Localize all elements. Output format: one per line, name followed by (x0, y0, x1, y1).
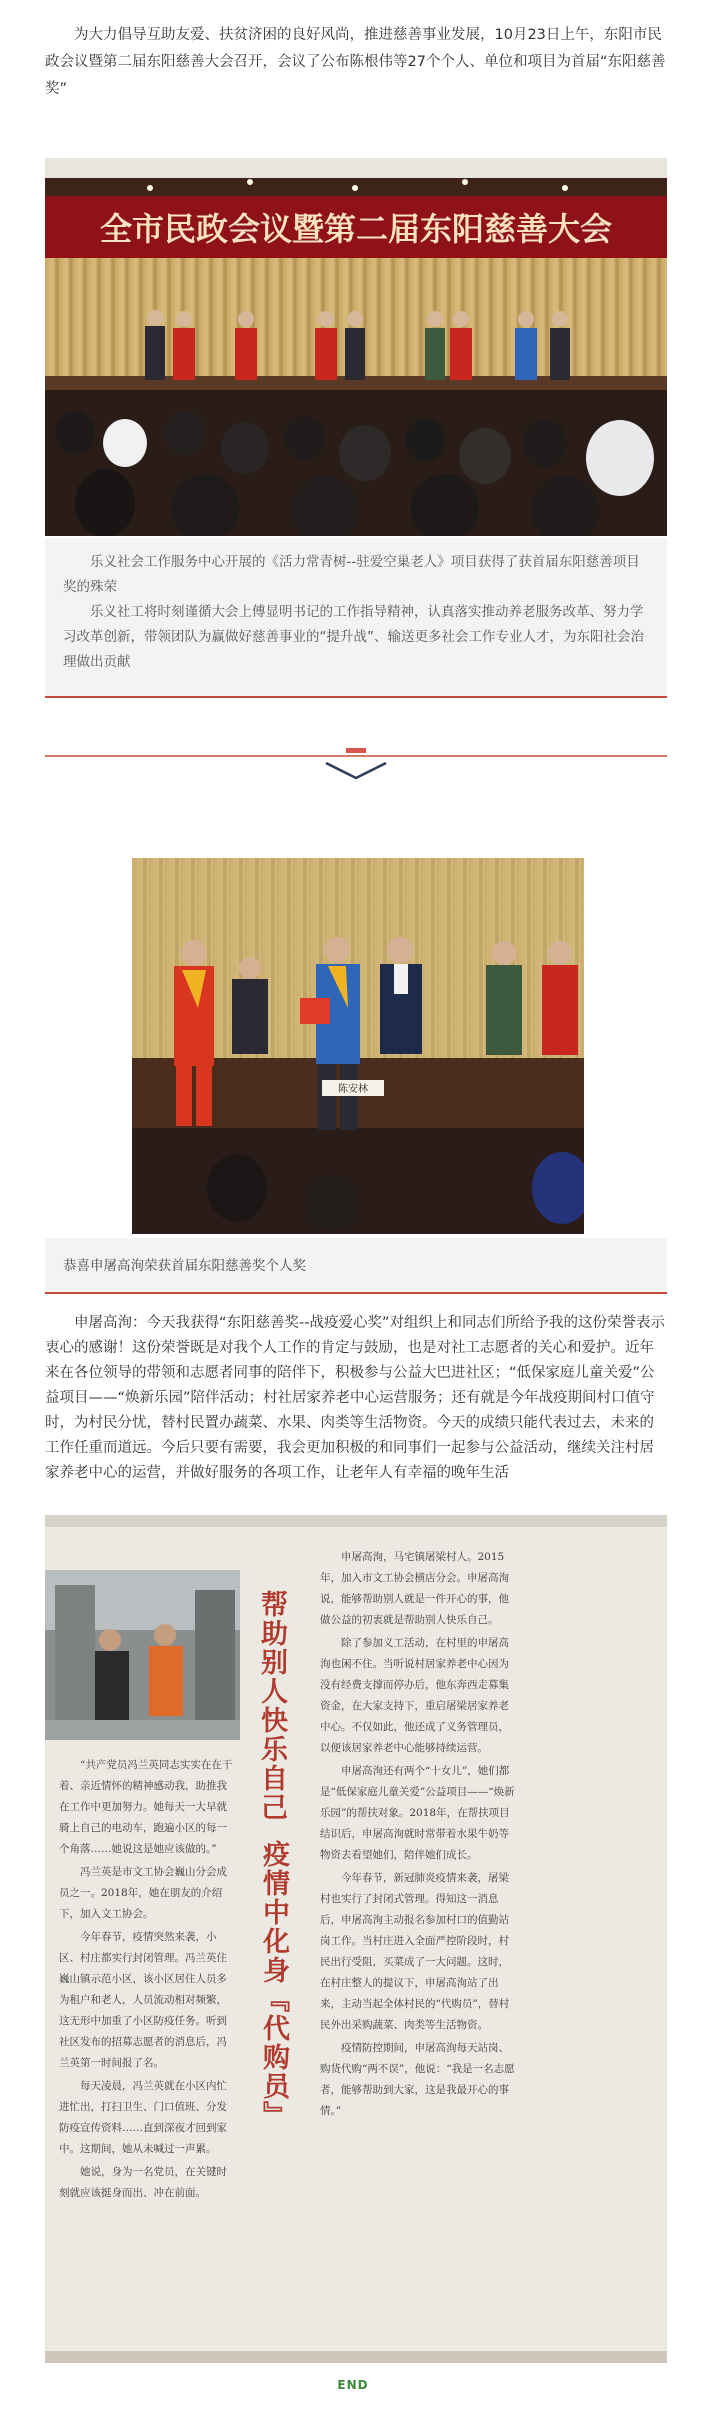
photo1-caption (45, 538, 667, 696)
newspaper-right-column (320, 1547, 518, 2347)
left-col-para: “共产党员冯兰英同志实实在在干着、亲近情怀的精神感动我，助推我在工作中更加努力。她每天一大早就骑上自己的电动车，跑遍小区的每一个角落……她说这是她应该做的。” (59, 1759, 233, 1855)
right-col-para: 除了参加义工活动，在村里的申屠高洵也闲不住。当听说村居家养老中心因为没有经费支撑而停办后，他东奔西走募集资金，在大家支持下，重启屠梁居家养老中心。不仅如此，他还成了义务管理员，以便该居家养老中心能够持续运营。 (320, 1637, 509, 1754)
audience (45, 390, 667, 536)
newspaper-photo (45, 1570, 240, 1740)
caption-bottom-rule (45, 696, 667, 698)
left-col-para: 今年春节，疫情突然来袭，小区、村庄都实行封闭管理。冯兰英住巍山镇示范小区，该小区居住人员多为租户和老人，人员流动相对频繁，这无形中加重了小区防疫任务。听到社区发布的招募志愿者的消息后，冯兰英第一时间报了名。 (59, 1931, 227, 2069)
caption-commitment: 乐义社工将时刻谨循大会上傅显明书记的工作指导精神，认真落实推动养老服务改革、努力学习改革创新，带领团队为赢做好慈善事业的“提升战”、输送更多社会工作专业人才，为东阳社会治理做出贡献 (63, 604, 644, 670)
intro-paragraph: 为大力倡导互助友爱、扶贫济困的良好风尚，推进慈善事业发展，10月23日上午，东阳市民政会议暨第二届东阳慈善大会召开，会议了公布陈根伟等27个个人、单位和项目为首届“东阳慈善奖” (45, 27, 666, 97)
nameplate-label: 陈安林 (338, 1084, 368, 1095)
award-photo (132, 858, 584, 1234)
headline-1: 帮助别人快乐自己 (256, 1590, 287, 1822)
right-col-para: 今年春节，新冠肺炎疫情来袭，屠梁村也实行了封闭式管理。得知这一消息后，申屠高洵主动报名参加村口的值勤站岗工作。当村庄进入全面严控阶段时，村民出行受阻，买菜成了一大问题。这时，在村庄整人的提议下，申屠高洵站了出来，主动当起全体村民的“代购员”，替村民外出采购蔬菜、肉类等生活物资。 (320, 1872, 510, 2031)
right-col-para: 申屠高洵还有两个“十女儿”，她们都是“低保家庭儿童关爱”公益项目——“焕新乐园”的帮扶对象。2018年，在帮扶项目结识后，申屠高洵就时常带着水果牛奶等物资去看望她们，陪伴她们成长。 (320, 1765, 515, 1861)
speech-paragraph: 申屠高洵：今天我获得“东阳慈善奖--战疫爱心奖”对组织上和同志们所给予我的这份荣誉表示衷心的感谢！这份荣誉既是对我个人工作的肯定与鼓励，也是对社工志愿者的关心和爱护。近年来在各位领导的带领和志愿者同事的陪伴下，积极参与公益大巴进社区；“低保家庭儿童关爱”公益项目——“焕新乐园”陪伴活动；村社居家养老中心运营服务；还有就是今年战疫期间村口值守时，为村民分忧，替村民置办蔬菜、水果、肉类等生活物资。今天的成绩只能代表过去，未来的工作任重而道远。今后只要有需要，我会更加积极的和同事们一起参与公益活动，继续关注村居家养老中心的运营，并做好服务的各项工作，让老年人有幸福的晚年生活 (45, 1315, 665, 1481)
award-photo-drawing (132, 858, 584, 1234)
headline-2: 疫情中化身『代购员』 (258, 1840, 289, 2130)
left-col-para: 冯兰英是市文工协会巍山分会成员之一。2018年，她在朋友的介绍下，加入文工协会。 (59, 1866, 227, 1920)
photo2-caption (45, 1238, 667, 1292)
divider-dot-icon (346, 748, 366, 753)
caption2-bottom-rule (45, 1292, 667, 1294)
right-col-para: 疫情防控期间，申屠高洵每天站岗、购货代购“两不误”，他说：“我是一名志愿者，能够帮助到大家，这是我最开心的事情。” (320, 2042, 515, 2117)
conference-photo (45, 158, 667, 536)
caption-individual-award: 恭喜申屠高洵荣获首届东阳慈善奖个人奖 (63, 1258, 306, 1274)
left-col-para: 她说，身为一名党员，在关键时刻就应该挺身而出、冲在前面。 (59, 2166, 227, 2199)
newspaper-clipping (45, 1515, 667, 2363)
right-col-para: 申屠高洵，马宅镇屠梁村人。2015年，加入市文工协会横店分会。申屠高洵说，能够帮助别人就是一件开心的事，他做公益的初衷就是帮助别人快乐自己。 (320, 1551, 509, 1626)
chevron-down-icon (326, 763, 386, 778)
left-col-para: 每天凌晨，冯兰英就在小区内忙进忙出，打扫卫生、门口值班、分发防疫宣传资料……直到深夜才回到家中。这期间，她从未喊过一声累。 (59, 2080, 227, 2155)
caption-project-award: 乐义社会工作服务中心开展的《活力常青树--驻爱空巢老人》项目获得了获首届东阳慈善项目奖的殊荣 (63, 554, 640, 595)
newspaper-left-column (59, 1755, 237, 2351)
conference-photo-drawing (45, 158, 667, 536)
conference-banner: 全市民政会议暨第二届东阳慈善大会 (99, 210, 613, 248)
end-mark: END (337, 2378, 369, 2392)
section-divider (45, 745, 667, 795)
